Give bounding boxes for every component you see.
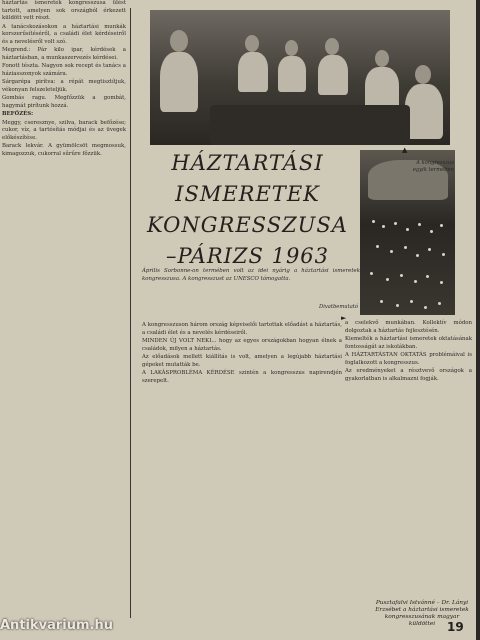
article-intro: [142, 268, 360, 284]
person-head: [415, 65, 431, 84]
audience-dot: [416, 254, 419, 257]
audience-dot: [438, 302, 441, 305]
person-head: [325, 38, 339, 55]
person-body: [160, 52, 198, 112]
audience-dot: [414, 280, 417, 283]
middle-paragraph: A kongresszuson három ország képviselői tartottak előadást a háztartás, a családi élet és a nevelés kérdéseiről.: [142, 322, 342, 336]
person-head: [170, 30, 188, 52]
audience-dot: [442, 253, 445, 256]
audience-dot: [376, 245, 379, 248]
left-paragraph: Megrend.: Pár kilo ipar, kérdések a háztartásban, a munkaszervezés kérdései.: [2, 47, 126, 61]
right-paragraph: a cselekvő munkában. Kollektív módon dolgoztak a háztartás fejlesztésén.: [345, 320, 472, 334]
audience-dot: [400, 274, 403, 277]
watermark-text: Antikvarium.hu: [0, 618, 113, 633]
congress-photo: [150, 10, 450, 145]
audience-dot: [390, 250, 393, 253]
person-head: [245, 35, 259, 52]
right-text-column: [345, 320, 472, 384]
right-paragraph: A HÁZTARTÁSTAN OKTATÁS problémáival is foglalkozott a kongresszus.: [345, 352, 472, 366]
left-text-column: [2, 0, 126, 600]
fashion-show-photo: [360, 150, 455, 315]
audience-dot: [394, 222, 397, 225]
left-paragraph: Fonott tészta. Nagyon sok recept és tanács a háziasszonyok számára.: [2, 63, 126, 77]
photo-caption-top: A kongresszus egyik termében: [412, 160, 454, 173]
person-body: [318, 55, 348, 95]
person-body: [405, 84, 443, 139]
column-divider: [130, 8, 131, 618]
audience-dot: [430, 230, 433, 233]
audience-dot: [382, 225, 385, 228]
audience-dot: [440, 281, 443, 284]
headline-line: KONGRESSZUSA: [147, 213, 348, 237]
person-body: [278, 56, 306, 92]
audience-dot: [410, 300, 413, 303]
middle-paragraph: MINDEN ÚJ VOLT NEKI... hogy az egyes országokban hogyan élnek a családok, milyen a háztartás.: [142, 338, 342, 352]
audience-dot: [426, 275, 429, 278]
middle-paragraph: A LAKÁSPROBLÉMA KÉRDÉSE szintén a kongresszus napirendjén szerepelt.: [142, 370, 342, 384]
intro-paragraph: Április Sorbonne-on termében volt az idei nyárig a háztartási ismeretek kongresszusa. A kongresszust az UNESCO támogatta.: [142, 268, 360, 282]
audience-dot: [396, 304, 399, 307]
audience-dot: [440, 224, 443, 227]
left-paragraph: Meggy, cseresznye, szilva, barack befőzése; cukor, víz, a tartósítás módjai és az üvegek előkészítése.: [2, 119, 126, 141]
right-paragraph: Kiemelték a háztartási ismeretek oktatásának fontosságát az iskolákban.: [345, 336, 472, 350]
headline-line: ISMERETEK: [175, 182, 320, 206]
section-heading-befozes: BEFŐZÉS:: [2, 111, 34, 117]
photo-caption-right: Divatbemutató: [319, 304, 358, 310]
caption-arrow-up-icon: ▲: [402, 146, 408, 154]
left-paragraph: Sárgarépa pirítva: a répát megtisztítjuk, vékonyan felszeleteljük.: [2, 79, 126, 93]
audience-dot: [404, 246, 407, 249]
left-paragraph: Barack lekvár. A gyümölcsöt megmossuk, kimagozzuk, cukorral sűrűre főzzük.: [2, 143, 126, 157]
audience-dot: [380, 300, 383, 303]
left-paragraph: A tanácskozásokon a háztartási munkák korszerűsítéséről, a családi élet kérdéseiről és a nevelésről volt szó.: [2, 23, 126, 45]
headline-line: –PÁRIZS 1963: [165, 244, 330, 268]
page-number: 19: [447, 620, 464, 634]
table-shape: [210, 105, 410, 145]
left-paragraph: háztartás ismeretek kongresszusa ülést tartott, amelyen sok országból érkezett küldött vett részt.: [2, 0, 126, 21]
person-head: [285, 40, 298, 56]
person-head: [375, 50, 389, 67]
right-paragraph: Az eredményeket a résztvevő országok a gyakorlatban is alkalmazni fogják.: [345, 368, 472, 382]
audience-dot: [370, 272, 373, 275]
audience-dot: [424, 306, 427, 309]
middle-paragraph: Az előadások mellett kiállítás is volt, amelyen a legújabb háztartási gépeket mutatták be.: [142, 354, 342, 368]
caption-arrow-right-icon: ►: [341, 314, 347, 322]
audience-dot: [428, 248, 431, 251]
author-signature: Pusztafalvi Istvánné – Dr. Lányi Erzsébet a háztartási ismeretek kongresszusának magyar küldöttei: [375, 600, 469, 627]
audience-dot: [372, 220, 375, 223]
audience-dot: [406, 228, 409, 231]
middle-text-column: [142, 322, 342, 386]
audience-dot: [386, 278, 389, 281]
article-headline: [140, 148, 355, 272]
person-body: [238, 52, 268, 92]
left-paragraph: Gombás ragu. Megfőzzük a gombát, hagymát pirítunk hozzá.: [2, 95, 126, 109]
audience-dot: [418, 223, 421, 226]
headline-line: HÁZTARTÁSI: [171, 151, 324, 175]
